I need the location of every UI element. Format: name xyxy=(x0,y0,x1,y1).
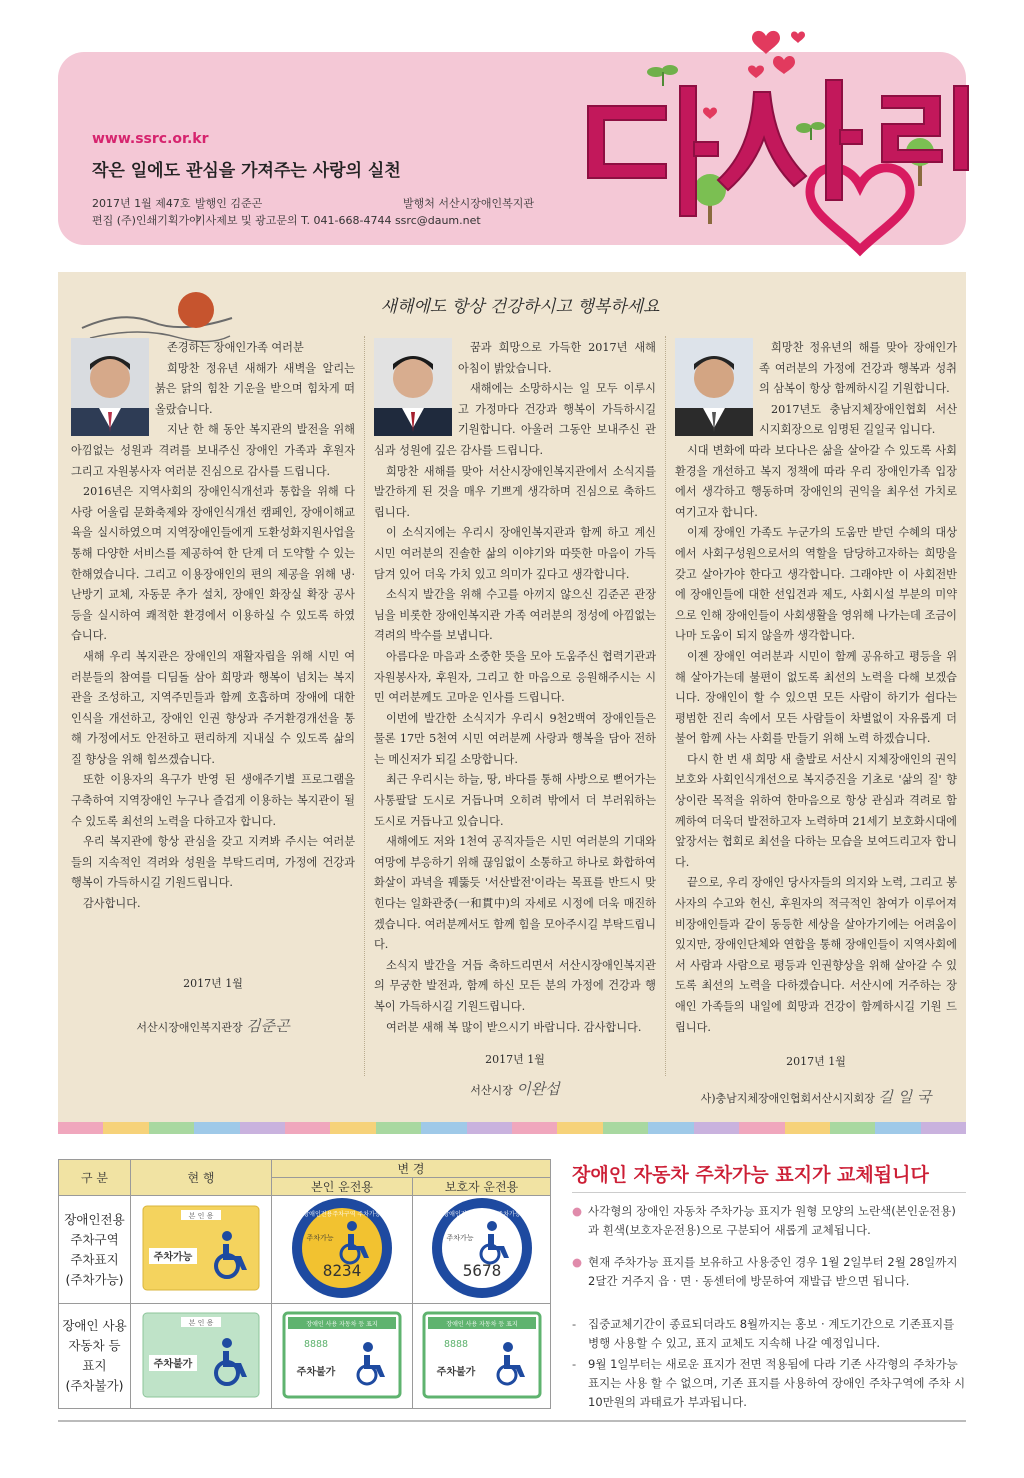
svg-text:장애인 사용 자동차 등 표지: 장애인 사용 자동차 등 표지 xyxy=(445,1320,518,1328)
heart-icon xyxy=(703,31,910,250)
bullet-icon: ● xyxy=(572,1255,583,1269)
table-row xyxy=(59,1196,551,1304)
publisher: 발행인 김준곤 xyxy=(195,197,263,210)
decorative-stripe xyxy=(58,1122,966,1134)
svg-text:8234: 8234 xyxy=(322,1261,362,1280)
signature: 김준곤 xyxy=(246,1017,290,1035)
svg-text:장애인 사용 자동차 등 표지: 장애인 사용 자동차 등 표지 xyxy=(306,1320,378,1328)
signer-title: 서산시장 xyxy=(470,1084,513,1097)
letter-director: 존경하는 장애인가족 여러분 희망찬 정유년 새해가 새벽을 알리는 붉은 닭의 힘찬 기운을 받으며 힘차게 떠올랐습니다. 지난 한 해 동안 복지관의 발전을 위해 아낌없는 성원과 격려를 보내주신 장애인 가족과 후원자 그리고 자원봉사자 여러분 진심으로 감사를 드립니다. 2016년은 지역사회의 장애인식개선과 통합을 위해 다사랑 어울림 문화축제와 장애인식개선 캠페인, 장애이해교육을 실시하였으며 지역장애인들에게 도환성화지원사업을 통해 다양한 서비스를 제공하여 한 단계 더 도약할 수 있는 한해였습니다. 그리고 이용장애인의 편의 제공을 위해 냉·난방기 교체, 자동문 추가 설치, 장애인 화장실 확장 공사 등을 실시하여 쾌적한 환경에서 이용하실 수 있도록 하였습니다. 새해 우리 복지관은 장애인의 재활자립을 위해 시민 여러분들의 참여를 디딤돌 삼아 희망과 행복이 넘치는 복지관을 조성하고, 지역주민들과 함께 호흡하며 장애에 대한 인식을 개선하고, 장애인 인권 향상과 주거환경개선을 통해 가정에서도 안전하고 편리하게 지내실 수 있도록 삶의 질 향상을 위해 힘쓰겠습니다. 또한 이용자의 욕구가 반영 된 생애주기별 프로그램을 구축하여 지역장애인 누구나 즐겁게 이용하는 복지관이 될 수 있도록 최선의 노력을 다하고자 합니다. 우리 복지관에 항상 관심을 갖고 지켜봐 주시는 여러분들의 지속적인 격려와 성원을 부탁드리며, 가정에 건강과 행복이 가득하시길 기원드립니다. 감사합니다. xyxy=(71,338,355,915)
masthead-logo xyxy=(570,10,990,270)
notice-subitem: - 집중교체기간이 종료되더라도 8월까지는 홍보 · 계도기간으로 기존표지를 병행 사용할 수 있고, 표지 교체도 지속해 나갈 예정입니다. xyxy=(572,1317,955,1350)
letter-signature-block xyxy=(374,1078,656,1099)
bottom-rule xyxy=(58,1420,966,1422)
self-sign-image xyxy=(272,1196,413,1304)
svg-text:장애인전용주차구역 주차가능: 장애인전용주차구역 주차가능 xyxy=(442,1211,521,1218)
website-url[interactable]: www.ssrc.or.kr xyxy=(92,131,209,147)
guardian-sign-image xyxy=(413,1196,551,1304)
letter-signature-block xyxy=(675,1086,957,1107)
table-row xyxy=(59,1304,551,1409)
svg-text:5678: 5678 xyxy=(462,1261,501,1280)
svg-text:8888: 8888 xyxy=(443,1338,468,1350)
publishing-org: 발행처 서산시장애인복지관 xyxy=(403,197,535,210)
signature: 길 일 국 xyxy=(878,1088,932,1106)
notice-subitem: - 9월 1일부터는 새로운 표지가 전면 적용됨에 다라 기존 사각형의 주차가능 표지는 사용 할 수 없으며, 기존 표지를 사용하여 장애인 주차구역에 주차 시 10만원의 과태료가 부과됩니다. xyxy=(572,1357,966,1409)
svg-text:장애인전용주차구역 주차가능: 장애인전용주차구역 주차가능 xyxy=(303,1211,381,1218)
portrait-photo xyxy=(374,338,452,436)
header-category: 구 분 xyxy=(59,1160,131,1196)
svg-text:본 인 용: 본 인 용 xyxy=(188,1212,214,1220)
greeting-calligraphy xyxy=(370,286,670,326)
svg-text:주차가능: 주차가능 xyxy=(153,1252,193,1263)
notice-item: ● 현재 주차가능 표지를 보유하고 사용중인 경우 1월 2일부터 2월 28일까지 2달간 거주지 읍 · 면 · 동센터에 방문하여 재발급 받으면 됩니다. xyxy=(572,1255,958,1288)
header-current: 현 행 xyxy=(131,1160,272,1196)
letter-association: 희망찬 정유년의 해를 맞아 장애인가족 여러분의 가정에 건강과 행복과 성취의 삼복이 항상 함께하시길 기원합니다. 2017년도 충남지체장애인협회 서산시지회장으로 임명된 길일국 입니다. 시대 변화에 따라 보다나은 삶을 살아갈 수 있도록 사회 환경을 개선하고 복지 정책에 따라 우리 장애인가족 입장에서 생각하고 행동하며 장애인의 권익을 최우선 가치로 여기고자 합니다. 이제 장애인 가족도 누군가의 도움만 받던 수혜의 대상에서 사회구성원으로서의 역할을 담당하고자하는 희망을 갖고 살아가야 한다고 생각합니다. 그래야만 이 사회전반에 장애인들에 대한 선입견과 제도, 사회시설 부분의 미약으로 인해 장애인들이 사회생활을 영위해 나가는데 조금이나마 도움이 되지 않을까 생각합니다. 이젠 장애인 여러분과 시민이 함께 공유하고 평등을 위해 살아가는데 불편이 없도록 최선의 노력을 다해 보겠습니다. 장애인이 할 수 있으면 모든 사람이 하기가 쉽다는 평범한 진리 속에서 모든 사람들이 차별없이 자유롭게 더불어 함께 사는 사회를 만들기 위해 노력 하겠습니다. 다시 한 번 새 희망 새 출발로 서산시 지체장애인의 권익보호와 사회인식개선으로 복지증진을 기초로 '삶의 질' 향상이란 목적을 위하여 한마음으로 항상 관심과 격려로 함께하여 더욱더 발전하고자 노력하며 21세기 보호화시대에 앞장서는 협회로 최선을 다하는 모습을 보여드리고자 합니다. 끝으로, 우리 장애인 당사자들의 의지와 노력, 그리고 봉사자의 수고와 헌신, 후원자의 적극적인 참여가 이루어져 비장애인들과 같이 동등한 세상을 살아가기에는 어려움이 있지만, 장애인단체와 연합을 통해 장애인들이 지역사회에서 사람과 사람으로 평등과 인권향상을 위해 살아갈 수 있도록 최선의 노력을 다하겠습니다. 서산시에 거주하는 장애인 가족들의 내일에 희망과 건강이 함께하시길 기원 드립니다. xyxy=(675,338,957,1038)
column-divider xyxy=(665,336,666,1076)
svg-text:8888: 8888 xyxy=(303,1338,329,1350)
letter-mayor: 꿈과 희망으로 가득한 2017년 새해 아침이 밝았습니다. 새해에는 소망하시는 일 모두 이루시고 가정마다 건강과 행복이 가득하시길 기원합니다. 아울러 그동안 보내주신 관심과 성원에 깊은 감사를 드립니다. 희망찬 새해를 맞아 서산시장애인복지관에서 소식지를 발간하게 된 것을 매우 기쁘게 생각하며 진심으로 축하드립니다. 이 소식지에는 우리시 장애인복지관과 함께 하고 계신 시민 여러분의 진솔한 삶의 이야기와 따뜻한 마음이 가득 담겨 있어 더욱 가치 있고 의미가 깊다고 생각합니다. 소식지 발간을 위해 수고를 아끼지 않으신 김준곤 관장님을 비롯한 장애인복지관 가족 여러분의 정성에 아낌없는 격려의 박수를 보냅니다. 아름다운 마음과 소중한 뜻을 모아 도움주신 협력기관과 자원봉사자, 후원자, 그리고 한 마음으로 응원해주시는 시민 여러분께도 고마운 인사를 드립니다. 이번에 발간한 소식지가 우리시 9천2백여 장애인들은 물론 17만 5천여 시민 여러분께 사랑과 행복을 담아 전하는 메신저가 되길 소망합니다. 최근 우리시는 하늘, 땅, 바다를 통해 사방으로 뻗어가는 사통팔달 도시로 거듭나며 오히려 밖에서 더 부러워하는 도시로 거듭나고 있습니다. 새해에도 저와 1천여 공직자들은 시민 여러분의 기대와 여망에 부응하기 위해 끊임없이 소통하고 하나로 화합하여 화살이 과녁을 꿰뚫듯 '서산발전'이라는 목표를 반드시 맞힌다는 일화관중(一和貫中)의 자세로 시정에 더욱 매진하겠습니다. 여러분께서도 함께 힘을 모아주시길 부탁드립니다. 소식지 발간을 거듭 축하드리면서 서산시장애인복지관의 무궁한 발전과, 함께 하신 모든 분의 가정에 건강과 행복이 가득하시길 기원드립니다. 여러분 새해 복 많이 받으시기 바랍니다. 감사합니다. xyxy=(374,338,656,1038)
signer-title: 사)충남지체장애인협회서산시지회장 xyxy=(700,1092,875,1105)
bullet-icon: ● xyxy=(572,1204,583,1218)
notice-title: 장애인 자동차 주차가능 표지가 교체됩니다 xyxy=(572,1164,929,1186)
row-category: 장애인전용 주차구역 주차표지 (주차가능) xyxy=(59,1196,131,1304)
editor: 편집 (주)인쇄기획가야 xyxy=(92,214,200,227)
letter-date: 2017년 1월 xyxy=(183,977,243,990)
signature: 이완섭 xyxy=(516,1080,560,1098)
dash-icon: - xyxy=(572,1357,577,1371)
column-divider xyxy=(364,336,365,1076)
slogan: 작은 일에도 관심을 가져주는 사랑의 실천 xyxy=(92,161,401,181)
contact: 기사제보 및 광고문의 T. 041-668-4744 ssrc@daum.net xyxy=(195,214,481,227)
current-sign-image xyxy=(131,1196,272,1304)
publication-info-row-1 xyxy=(92,195,534,211)
letter-date: 2017년 1월 xyxy=(485,1053,545,1066)
row-category: 장애인 사용 자동차 등 표지 (주차불가) xyxy=(59,1304,131,1409)
header-self: 본인 운전용 xyxy=(272,1178,413,1196)
svg-text:주차가능: 주차가능 xyxy=(306,1234,334,1242)
issue-number: 2017년 1월 제47호 xyxy=(92,197,191,210)
dash-icon: - xyxy=(572,1317,577,1331)
svg-text:주차불가: 주차불가 xyxy=(153,1358,193,1370)
current-sign-image xyxy=(131,1304,272,1409)
svg-text:주차가능: 주차가능 xyxy=(445,1234,474,1242)
notice-item: ● 사각형의 장애인 자동차 주차가능 표지가 원형 모양의 노란색(본인운전용)과 흰색(보호자운전용)으로 구분되어 새롭게 교체됩니다. xyxy=(572,1204,956,1237)
letter-date: 2017년 1월 xyxy=(786,1055,846,1068)
guardian-sign-image xyxy=(413,1304,551,1409)
header-changed: 변 경 xyxy=(272,1160,551,1178)
sunrise-ornament xyxy=(76,280,236,346)
header-guardian: 보호자 운전용 xyxy=(413,1178,551,1196)
sprout-icon xyxy=(647,65,825,140)
svg-text:본 인 용: 본 인 용 xyxy=(188,1318,214,1327)
portrait-photo xyxy=(71,338,149,436)
greeting-text: 새해에도 항상 건강하시고 행복하세요 xyxy=(380,297,660,317)
letter-signature-block xyxy=(71,1015,355,1036)
publication-info-row-2 xyxy=(92,212,481,228)
portrait-photo xyxy=(675,338,753,436)
notice-divider xyxy=(572,1192,966,1193)
svg-text:주차불가: 주차불가 xyxy=(296,1366,336,1378)
signer-title: 서산시장애인복지관장 xyxy=(136,1021,243,1034)
svg-text:주차불가: 주차불가 xyxy=(436,1366,475,1378)
self-sign-image xyxy=(272,1304,413,1409)
parking-sign-table xyxy=(58,1159,551,1409)
